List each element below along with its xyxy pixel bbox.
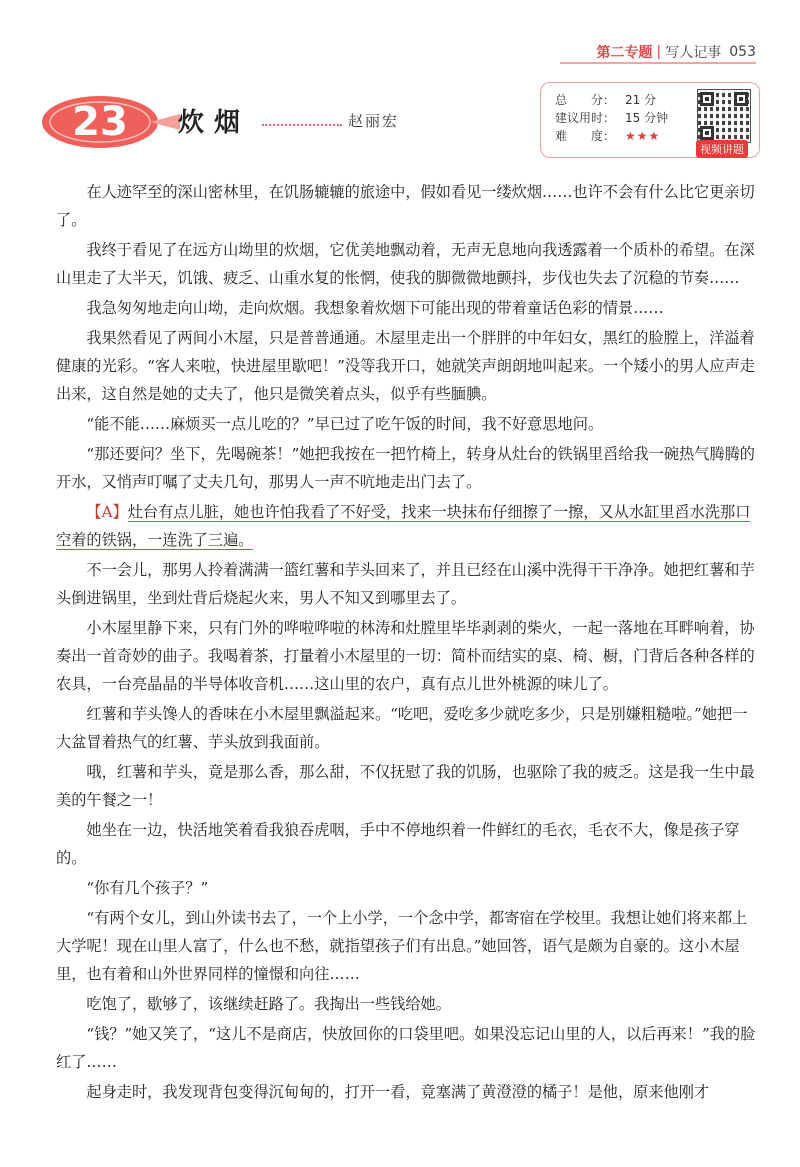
page-header xyxy=(597,42,756,62)
info-lines xyxy=(555,91,668,145)
category-label: 写人记事 xyxy=(665,45,722,61)
paragraph: 她坐在一边，快活地笑着看我狼吞虎咽，手中不停地织着一件鲜红的毛衣，毛衣不大，像是孩子穿的。 xyxy=(56,821,740,867)
marked-paragraph-a xyxy=(56,498,762,554)
difficulty-label: 难 度： xyxy=(555,129,616,143)
article-number-badge xyxy=(40,94,160,150)
page-number: 053 xyxy=(729,44,756,60)
score-row xyxy=(555,91,668,109)
topic-label: 第二专题 xyxy=(596,45,653,61)
paragraph: 哦，红薯和芋头，竟是那么香，那么甜，不仅抚慰了我的饥肠，也驱除了我的疲乏。这是我一生中最美的午餐之一！ xyxy=(56,763,755,809)
paragraph: “钱？”她又笑了，“这儿不是商店，快放回你的口袋里吧。如果没忘记山里的人，以后再来！”我的脸红了…… xyxy=(56,1025,756,1071)
header-separator: | xyxy=(656,44,662,60)
marker-label: 【A】 xyxy=(86,503,128,521)
paragraph: “你有几个孩子？” xyxy=(86,879,209,897)
time-row xyxy=(555,109,668,127)
difficulty-row xyxy=(555,127,668,145)
paragraph: 起身走时，我发现背包变得沉甸甸的，打开一看，竟塞满了黄澄澄的橘子！是他，原来他刚才 xyxy=(86,1083,710,1101)
title-divider xyxy=(262,124,342,126)
paragraph: 我终于看见了在远方山坳里的炊烟，它优美地飘动着，无声无息地向我透露着一个质朴的希望。在深山里走了大半天，饥饿、疲乏、山重水复的怅惘，使我的脚微微地颤抖，步伐也失去了沉稳的节奏…… xyxy=(56,241,755,287)
paragraph: “有两个女儿，到山外读书去了，一个上小学，一个念中学，都寄宿在学校里。我想让她们将来都上大学呢！现在山里人富了，什么也不愁，就指望孩子们有出息。”她回答，语气是颇为自豪的。这小木屋里，也有着和山外世界同样的憧憬和向往…… xyxy=(56,909,748,983)
paragraph: 红薯和芋头馋人的香味在小木屋里飘溢起来。“吃吧，爱吃多少就吃多少，只是别嫌粗糙啦。”她把一大盆冒着热气的红薯、芋头放到我面前。 xyxy=(56,705,748,751)
paragraph: 我急匆匆地走向山坳，走向炊烟。我想象着炊烟下可能出现的带着童话色彩的情景…… xyxy=(86,299,664,317)
underlined-text: 灶台有点儿脏，她也许怕我看了不好受，找来一块抹布仔细擦了一擦，又从水缸里舀水洗那口空着的铁锅，一连洗了三遍。 xyxy=(56,503,751,549)
paragraph: 不一会儿，那男人拎着满满一篮红薯和芋头回来了，并且已经在山溪中洗得干干净净。她把红薯和芋头倒进锅里，坐到灶背后烧起火来，男人不知又到哪里去了。 xyxy=(56,561,755,607)
paragraph: 在人迹罕至的深山密林里，在饥肠辘辘的旅途中，假如看见一缕炊烟……也许不会有什么比它更亲切了。 xyxy=(56,183,755,229)
article-body xyxy=(56,178,762,1108)
difficulty-stars-icon: ★★★ xyxy=(625,129,661,143)
article-author: 赵丽宏 xyxy=(348,112,400,130)
article-number: 23 xyxy=(72,99,128,145)
paragraph: 小木屋里静下来，只有门外的哗啦哗啦的林涛和灶膛里毕毕剥剥的柴火，一起一落地在耳畔响着，协奏出一首奇妙的曲子。我喝着茶，打量着小木屋里的一切：简朴而结实的桌、椅、橱，门背后各种各样的农具，一台亮晶晶的半导体收音机……这山里的农户，真有点儿世外桃源的味儿了。 xyxy=(56,619,755,693)
score-label: 总 分： xyxy=(555,93,616,107)
time-value: 15 分钟 xyxy=(625,111,669,125)
article-title: 炊烟 xyxy=(178,108,251,138)
paragraph: “能不能……麻烦买一点儿吃的？”早已过了吃午饭的时间，我不好意思地问。 xyxy=(86,415,604,433)
paragraph: “那还要问？坐下，先喝碗茶！”她把我按在一把竹椅上，转身从灶台的铁锅里舀给我一碗热气腾腾的开水，又悄声叮嘱了丈夫几句，那男人一声不吭地走出门去了。 xyxy=(56,445,755,491)
header-rule xyxy=(560,62,756,64)
paragraph: 我果然看见了两间小木屋，只是普普通通。木屋里走出一个胖胖的中年妇女，黑红的脸膛上，洋溢着健康的光彩。“客人来啦，快进屋里歇吧！”没等我开口，她就笑声朗朗地叫起来。一个矮小的男人应声走出来，这自然是她的丈夫了，他只是微笑着点头，似乎有些腼腆。 xyxy=(56,329,755,403)
score-value: 21 分 xyxy=(625,93,657,107)
qr-code-icon[interactable] xyxy=(697,89,751,143)
video-explain-label[interactable]: 视频讲题 xyxy=(696,140,748,158)
paragraph: 吃饱了，歇够了，该继续赶路了。我掏出一些钱给她。 xyxy=(86,995,451,1013)
time-label: 建议用时： xyxy=(555,111,616,125)
